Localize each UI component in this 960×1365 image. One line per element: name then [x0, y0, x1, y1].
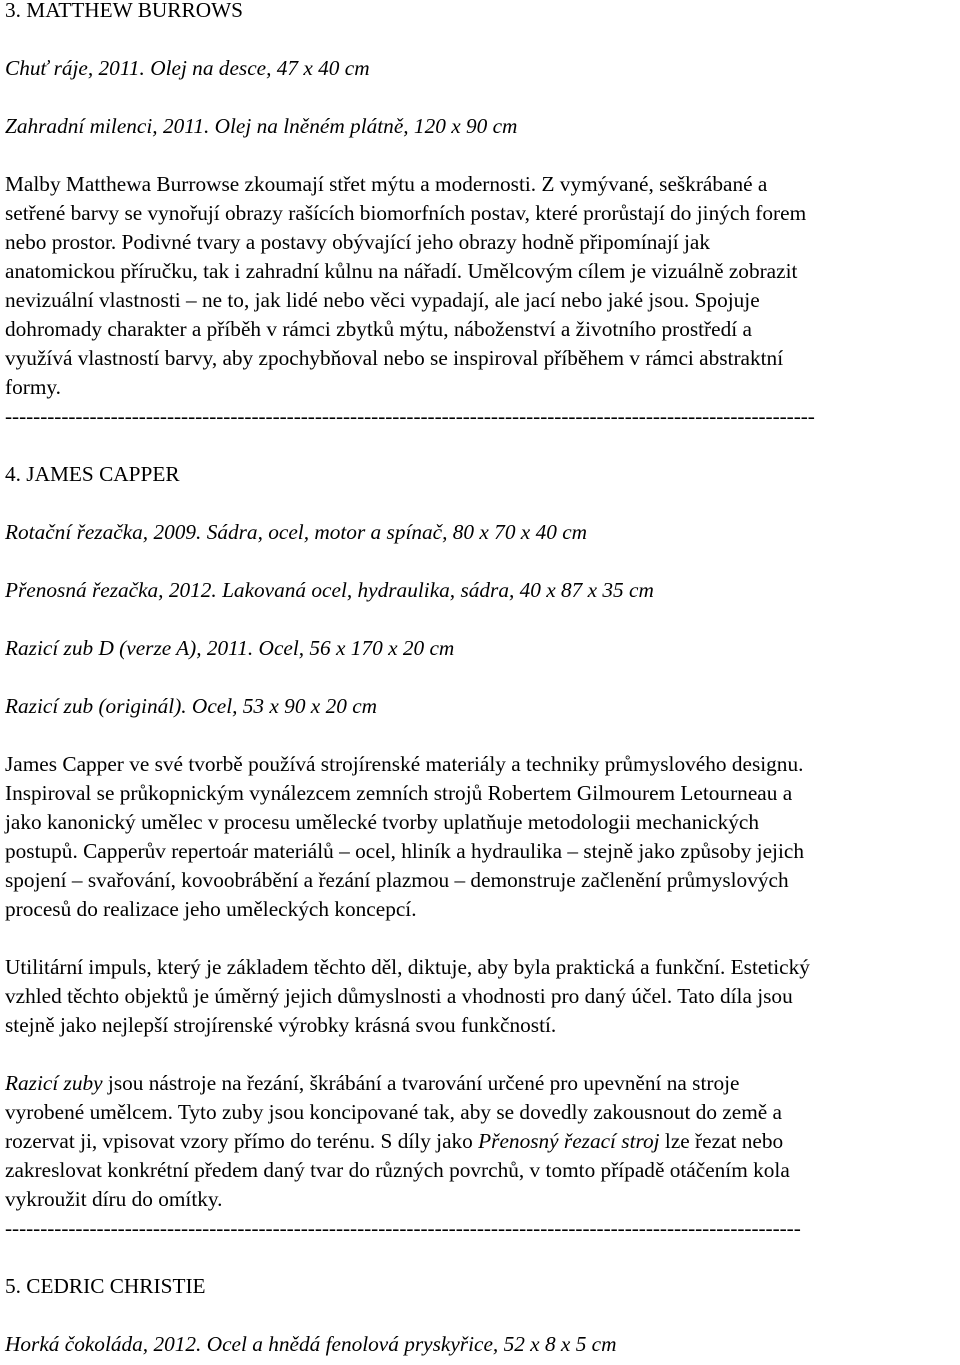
artwork-details: Sádra, ocel, motor a spínač, 80 x 70 x 40 cm — [201, 520, 588, 544]
text-line: využívá vlastností barvy, aby zpochybňoval nebo se inspiroval příběhem v rámci abstraktní — [5, 346, 784, 370]
text-line: anatomickou příručku, tak i zahradní kůlnu na nářadí. Umělcovým cílem je vizuálně zobrazit — [5, 259, 798, 283]
text-line: postupů. Capperův repertoár materiálů – ocel, hliník a hydraulika – stejně jako způsoby jejich — [5, 839, 804, 863]
text-line: nebo prostor. Podivné tvary a postavy obývající jeho obrazy hodně připomínají jak — [5, 230, 711, 254]
paragraph-capper-3 — [5, 1069, 957, 1214]
text-line: vzhled těchto objektů je úměrný jejich důmyslnosti a vhodnosti pro daný účel. Tato díla jsou — [5, 984, 793, 1008]
artwork-title: Přenosná řezačka, 2012. — [5, 578, 217, 602]
section-heading-capper: 4. JAMES CAPPER — [5, 462, 180, 486]
artwork-line — [5, 576, 957, 605]
artwork-details: Ocel, 53 x 90 x 20 cm — [186, 694, 378, 718]
artwork-details: Ocel, 56 x 170 x 20 cm — [253, 636, 455, 660]
text-line: procesů do realizace jeho uměleckých koncepcí. — [5, 897, 417, 921]
text-line: zakreslovat konkrétní předem daný tvar do různých povrchů, v tomto případě otáčením kola — [5, 1158, 790, 1182]
text-line: Inspiroval se průkopnickým vynálezcem zemních strojů Robertem Gilmourem Letourneau a — [5, 781, 793, 805]
text-line: Malby Matthewa Burrowse zkoumají střet mýtu a modernosti. Z vymývané, seškrábané a — [5, 172, 768, 196]
emphasis: Razicí zuby — [5, 1071, 103, 1095]
emphasis: Přenosný řezací stroj — [478, 1129, 660, 1153]
artwork-title: Razicí zub D (verze A), 2011. — [5, 636, 254, 660]
text-run: lze řezat nebo — [659, 1129, 784, 1153]
text-line: jako kanonický umělec v procesu umělecké tvorby uplatňuje metodologii mechanických — [5, 810, 760, 834]
section-separator: ------------------------------------------------------------------------------------------------------------------- — [5, 404, 815, 428]
text-line: vyrobené umělcem. Tyto zuby jsou koncipované tak, aby se dovedly zakousnout do země a — [5, 1100, 783, 1124]
text-line: dohromady charakter a příběh v rámci zbytků mýtu, náboženství a životního prostředí a — [5, 317, 752, 341]
text-run: jsou nástroje na řezání, škrábání a tvarování určené pro upevnění na stroje — [102, 1071, 740, 1095]
text-line: James Capper ve své tvorbě používá strojírenské materiály a techniky průmyslového designu. — [5, 752, 804, 776]
text-line: spojení – svařování, kovoobrábění a řezání plazmou – demonstruje začlenění průmyslových — [5, 868, 789, 892]
artwork-title: Horká čokoláda, 2012. — [5, 1332, 202, 1356]
artwork-details: Lakovaná ocel, hydraulika, sádra, 40 x 87 x 35 cm — [216, 578, 654, 602]
artwork-line: Chuť ráje, 2011. Olej na desce, 47 x 40 cm — [5, 56, 370, 80]
artwork-line — [5, 518, 957, 547]
text-line: vykroužit díru do omítky. — [5, 1187, 223, 1211]
text-line — [5, 1127, 957, 1156]
artwork-title: Razicí zub (originál). — [5, 694, 187, 718]
artwork-line — [5, 1330, 957, 1359]
text-line: Utilitární impuls, který je základem těchto děl, diktuje, aby byla praktická a funkční. Estetický — [5, 955, 810, 979]
artwork-line — [5, 634, 957, 663]
section-heading-burrows: 3. MATTHEW BURROWS — [5, 0, 244, 22]
text-line: stejně jako nejlepší strojírenské výrobky krásná svou funkčností. — [5, 1013, 557, 1037]
artwork-line: Zahradní milenci, 2011. Olej na lněném plátně, 120 x 90 cm — [5, 114, 518, 138]
text-line: nevizuální vlastnosti – ne to, jak lidé nebo věci vypadají, ale jací nebo jaké jsou. Spojuje — [5, 288, 760, 312]
artwork-line — [5, 692, 957, 721]
artwork-title: Rotační řezačka, 2009. — [5, 520, 202, 544]
section-heading-christie: 5. CEDRIC CHRISTIE — [5, 1274, 206, 1298]
paragraph-capper-2 — [5, 953, 957, 1040]
paragraph-capper-1 — [5, 750, 957, 924]
text-line: formy. — [5, 375, 61, 399]
text-line — [5, 1069, 957, 1098]
text-line: setřené barvy se vynořují obrazy rašících biomorfních postav, které prorůstají do jiných forem — [5, 201, 807, 225]
section-separator: ----------------------------------------------------------------------------------------------------------------- — [5, 1216, 801, 1240]
paragraph-burrows — [5, 170, 957, 402]
artwork-details: Ocel a hnědá fenolová pryskyřice, 52 x 8 x 5 cm — [201, 1332, 617, 1356]
text-run: rozervat ji, vpisovat vzory přímo do terénu. S díly jako — [5, 1129, 479, 1153]
document-page — [5, 0, 957, 1359]
